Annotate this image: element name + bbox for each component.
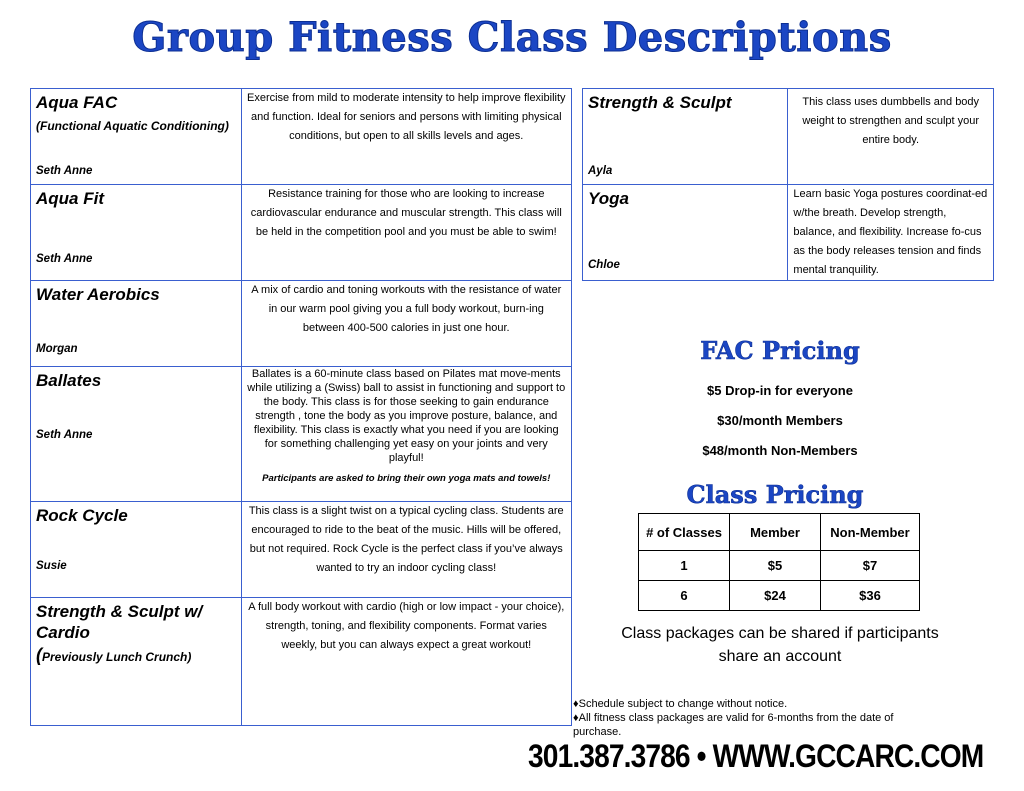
class-instructor: Susie bbox=[36, 560, 67, 572]
class-row bbox=[583, 185, 994, 281]
class-row bbox=[31, 185, 572, 281]
class-name: Aqua FAC bbox=[36, 93, 118, 112]
fac-price-line: $30/month Members bbox=[717, 413, 843, 428]
class-description: Learn basic Yoga postures coordinat-ed w/the breath. Develop strength, balance, and flexibility. Increase fo-cus as the body releases tension and finds mental tranquility. bbox=[793, 188, 988, 276]
class-name: Ballates bbox=[36, 371, 102, 390]
table-cell: $7 bbox=[821, 551, 920, 581]
table-cell: $24 bbox=[730, 581, 821, 611]
class-name: Yoga bbox=[588, 189, 629, 208]
shared-package-note: Class packages can be shared if participants share an account bbox=[621, 625, 939, 665]
table-header: Member bbox=[730, 514, 821, 551]
class-subtitle: (Previously Lunch Crunch) bbox=[36, 645, 192, 665]
class-name: Aqua Fit bbox=[36, 189, 104, 208]
contact-info: 301.387.3786 • WWW.GCCARC.COM bbox=[528, 738, 984, 774]
table-header: Non-Member bbox=[821, 514, 920, 551]
footnote: ♦Schedule subject to change without notice. bbox=[573, 698, 788, 710]
class-pricing-heading: Class Pricing bbox=[686, 480, 864, 509]
class-instructor: Chloe bbox=[588, 259, 620, 271]
class-row bbox=[31, 598, 572, 726]
class-row bbox=[31, 502, 572, 598]
class-description: This class uses dumbbells and body weight to strengthen and sculpt your entire body. bbox=[802, 96, 980, 146]
class-name: Rock Cycle bbox=[36, 506, 128, 525]
class-description: Resistance training for those who are looking to increase cardiovascular endurance and muscular strength. This class will be held in the competition pool and you must be able to swim! bbox=[250, 188, 562, 238]
class-row bbox=[31, 281, 572, 367]
fac-price-line: $48/month Non-Members bbox=[702, 443, 858, 458]
class-description: A mix of cardio and toning workouts with the resistance of water in our warm pool giving you a full body workout, burn-ing between 400-500 calories in just one hour. bbox=[251, 284, 562, 334]
table-row bbox=[639, 551, 920, 581]
class-instructor: Seth Anne bbox=[36, 429, 93, 441]
table-cell: 6 bbox=[639, 581, 730, 611]
class-instructor: Seth Anne bbox=[36, 165, 93, 177]
class-row bbox=[31, 367, 572, 502]
fac-price-line: $5 Drop-in for everyone bbox=[707, 383, 853, 398]
fac-pricing-heading: FAC Pricing bbox=[700, 336, 860, 365]
class-instructor: Ayla bbox=[588, 165, 613, 177]
class-name: Strength & Sculpt bbox=[588, 93, 732, 112]
class-note: Participants are asked to bring their own yoga mats and towels! bbox=[262, 473, 551, 484]
class-name: Water Aerobics bbox=[36, 285, 160, 304]
table-header-row bbox=[639, 514, 920, 551]
class-description: Ballates is a 60-minute class based on Pilates mat move-ments while utilizing a (Swiss) ball to assist in functioning and support to the body. This class is for those seeking to gain endurance strength , tone the body as you improve posture, balance, and flexibility. This class is exactly what you need if you are looking for something challenging yet easy on your joints and very playful! bbox=[247, 368, 566, 464]
class-subtitle: (Functional Aquatic Conditioning) bbox=[36, 119, 229, 133]
table-cell: $36 bbox=[821, 581, 920, 611]
class-pricing-table bbox=[638, 513, 920, 611]
class-table-left bbox=[30, 88, 572, 726]
table-cell: 1 bbox=[639, 551, 730, 581]
page-title: Group Fitness Class Descriptions bbox=[132, 14, 892, 61]
class-description: This class is a slight twist on a typical cycling class. Students are encouraged to ride to the beat of the music. Hills will be offered, but not required. Rock Cycle is the perfect class if you’ve always wanted to try an indoor cycling class! bbox=[248, 505, 564, 574]
class-description: A full body workout with cardio (high or low impact - your choice), strength, toning, and flexibility components. Format varies weekly, but you can always expect a great workout! bbox=[248, 601, 565, 651]
class-instructor: Morgan bbox=[36, 343, 78, 355]
table-cell: $5 bbox=[730, 551, 821, 581]
footnote: ♦All fitness class packages are valid for 6-months from the date of purchase. bbox=[573, 712, 894, 738]
table-header: # of Classes bbox=[639, 514, 730, 551]
class-table-right bbox=[582, 88, 994, 281]
class-row bbox=[583, 89, 994, 185]
class-description: Exercise from mild to moderate intensity to help improve flexibility and function. Ideal for seniors and persons with limiting physical conditions, but open to all skills levels and ages. bbox=[247, 92, 566, 142]
class-name: Strength & Sculpt w/ Cardio bbox=[36, 602, 203, 642]
table-row bbox=[639, 581, 920, 611]
class-instructor: Seth Anne bbox=[36, 253, 93, 265]
class-row bbox=[31, 89, 572, 185]
